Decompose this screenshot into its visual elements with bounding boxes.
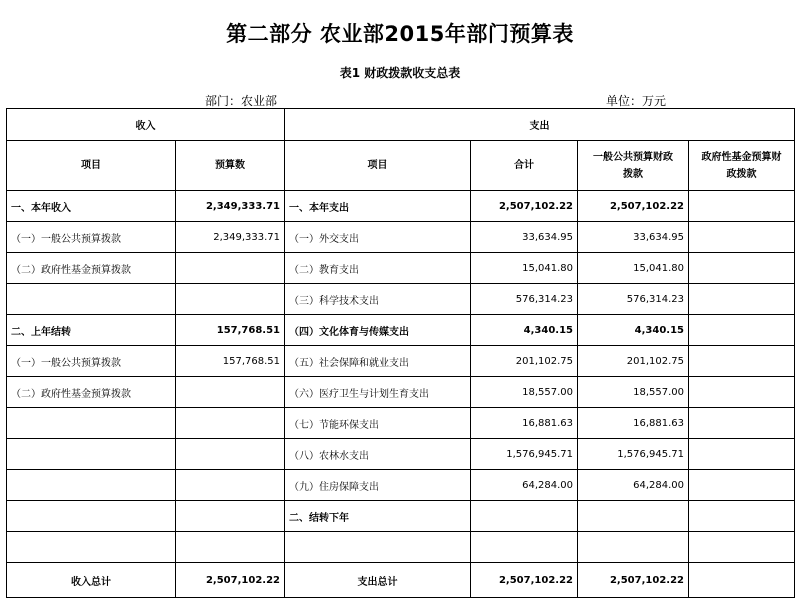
fund-budget-cell — [689, 284, 795, 315]
fund-budget-cell — [689, 346, 795, 377]
expense-item-cell: 二、结转下年 — [285, 501, 471, 532]
fund-budget-cell — [689, 377, 795, 408]
general-budget-cell: 16,881.63 — [578, 408, 689, 439]
expense-item-cell: （八）农林水支出 — [285, 439, 471, 470]
fund-budget-header: 政府性基金预算财政拨款 — [689, 141, 795, 191]
expense-total-cell: 4,340.15 — [471, 315, 578, 346]
general-budget-header: 一般公共预算财政拨款 — [578, 141, 689, 191]
expense-item-cell: （五）社会保障和就业支出 — [285, 346, 471, 377]
income-item-cell: （二）政府性基金预算拨款 — [7, 377, 176, 408]
fund-budget-cell — [689, 408, 795, 439]
income-value-cell — [176, 284, 285, 315]
table-row — [7, 439, 795, 470]
table-row — [7, 284, 795, 315]
income-item-header: 项目 — [7, 141, 176, 191]
expense-total-header: 合计 — [471, 141, 578, 191]
general-budget-cell: 2,507,102.22 — [578, 563, 689, 598]
table-subtitle: 表1 财政拨款收支总表 — [339, 66, 461, 80]
income-item-cell: 收入总计 — [7, 563, 176, 598]
expense-item-cell — [285, 532, 471, 563]
general-budget-cell: 2,507,102.22 — [578, 191, 689, 222]
income-value-cell: 157,768.51 — [176, 315, 285, 346]
table-row — [7, 501, 795, 532]
table-row — [7, 222, 795, 253]
income-item-cell — [7, 470, 176, 501]
expense-total-cell: 1,576,945.71 — [471, 439, 578, 470]
income-value-cell — [176, 377, 285, 408]
income-item-cell — [7, 439, 176, 470]
expense-total-cell: 16,881.63 — [471, 408, 578, 439]
table-row — [7, 253, 795, 284]
income-value-cell — [176, 408, 285, 439]
table-row — [7, 377, 795, 408]
expense-item-cell: （二）教育支出 — [285, 253, 471, 284]
expense-item-cell: （六）医疗卫生与计划生育支出 — [285, 377, 471, 408]
expense-total-cell: 15,041.80 — [471, 253, 578, 284]
department-label: 部门：农业部 — [205, 94, 278, 108]
income-header: 收入 — [7, 109, 285, 141]
unit-label: 单位：万元 — [606, 94, 667, 108]
budget-table — [6, 108, 795, 598]
income-value-cell — [176, 532, 285, 563]
general-budget-cell: 33,634.95 — [578, 222, 689, 253]
expense-header: 支出 — [285, 109, 795, 141]
general-budget-cell: 201,102.75 — [578, 346, 689, 377]
table-row — [7, 470, 795, 501]
general-budget-cell: 18,557.00 — [578, 377, 689, 408]
expense-total-cell: 576,314.23 — [471, 284, 578, 315]
income-item-cell — [7, 501, 176, 532]
expense-total-cell: 2,507,102.22 — [471, 191, 578, 222]
income-item-cell: 一、本年收入 — [7, 191, 176, 222]
expense-item-cell: （四）文化体育与传媒支出 — [285, 315, 471, 346]
general-budget-cell — [578, 532, 689, 563]
header-row-1 — [7, 109, 795, 141]
expense-total-cell: 64,284.00 — [471, 470, 578, 501]
income-item-cell: 二、上年结转 — [7, 315, 176, 346]
fund-budget-cell — [689, 532, 795, 563]
income-item-cell — [7, 284, 176, 315]
income-budget-header: 预算数 — [176, 141, 285, 191]
fund-budget-cell — [689, 439, 795, 470]
table-row — [7, 563, 795, 598]
fund-budget-cell — [689, 222, 795, 253]
expense-item-cell: 支出总计 — [285, 563, 471, 598]
income-item-cell: （一）一般公共预算拨款 — [7, 346, 176, 377]
income-value-cell — [176, 439, 285, 470]
expense-total-cell: 33,634.95 — [471, 222, 578, 253]
income-item-cell: （二）政府性基金预算拨款 — [7, 253, 176, 284]
expense-total-cell: 2,507,102.22 — [471, 563, 578, 598]
income-value-cell — [176, 253, 285, 284]
fund-budget-cell — [689, 253, 795, 284]
table-row — [7, 408, 795, 439]
expense-item-cell: （三）科学技术支出 — [285, 284, 471, 315]
header-row-2 — [7, 141, 795, 191]
expense-total-cell — [471, 501, 578, 532]
table-row — [7, 532, 795, 563]
fund-budget-cell — [689, 191, 795, 222]
income-value-cell: 2,349,333.71 — [176, 191, 285, 222]
expense-total-cell: 18,557.00 — [471, 377, 578, 408]
table-row — [7, 346, 795, 377]
general-budget-cell: 4,340.15 — [578, 315, 689, 346]
expense-total-cell: 201,102.75 — [471, 346, 578, 377]
income-item-cell — [7, 408, 176, 439]
expense-item-cell: （七）节能环保支出 — [285, 408, 471, 439]
income-value-cell: 2,507,102.22 — [176, 563, 285, 598]
income-item-cell — [7, 532, 176, 563]
expense-total-cell — [471, 532, 578, 563]
general-budget-cell: 1,576,945.71 — [578, 439, 689, 470]
income-value-cell: 2,349,333.71 — [176, 222, 285, 253]
expense-item-cell: （一）外交支出 — [285, 222, 471, 253]
table-row — [7, 191, 795, 222]
income-item-cell: （一）一般公共预算拨款 — [7, 222, 176, 253]
fund-budget-cell — [689, 501, 795, 532]
income-value-cell — [176, 470, 285, 501]
general-budget-cell: 15,041.80 — [578, 253, 689, 284]
income-value-cell — [176, 501, 285, 532]
fund-budget-cell — [689, 315, 795, 346]
fund-budget-cell — [689, 470, 795, 501]
expense-item-header: 项目 — [285, 141, 471, 191]
general-budget-cell: 576,314.23 — [578, 284, 689, 315]
expense-item-cell: （九）住房保障支出 — [285, 470, 471, 501]
expense-item-cell: 一、本年支出 — [285, 191, 471, 222]
page-title: 第二部分 农业部2015年部门预算表 — [226, 22, 574, 46]
general-budget-cell: 64,284.00 — [578, 470, 689, 501]
fund-budget-cell — [689, 563, 795, 598]
income-value-cell: 157,768.51 — [176, 346, 285, 377]
table-row — [7, 315, 795, 346]
general-budget-cell — [578, 501, 689, 532]
